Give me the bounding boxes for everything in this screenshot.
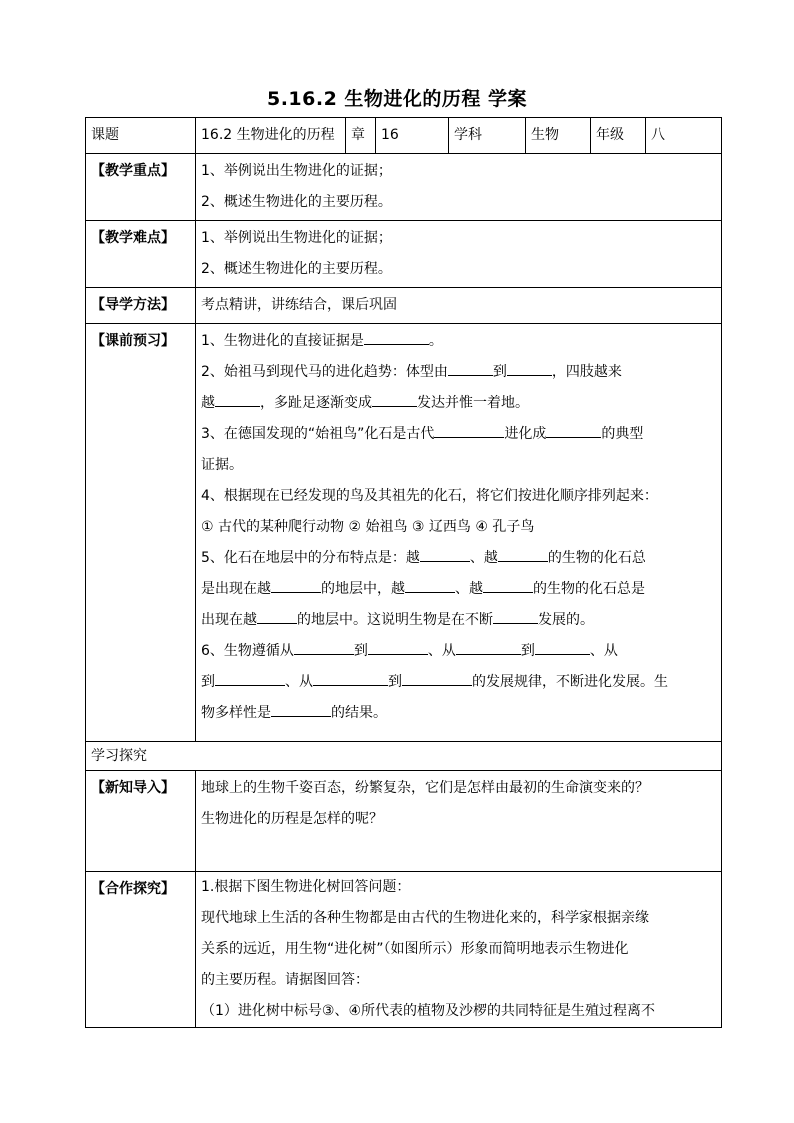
cooperate-line: 关系的远近，用生物“进化树”（如图所示）形象而简明地表示生物进化 (201, 941, 629, 957)
answer-blank[interactable] (405, 576, 455, 593)
answer-blank[interactable] (498, 545, 548, 562)
preview-question-6-cont: 到 、从 到 的发展规律，不断进化发展。生 (201, 667, 716, 698)
answer-blank[interactable] (507, 359, 552, 376)
cooperate-row (86, 872, 722, 1028)
course-label: 课题 (86, 118, 196, 154)
subject-label: 学科 (449, 118, 526, 154)
difficult-point-item: 2、概述生物进化的主要历程。 (201, 261, 392, 277)
cooperate-content (196, 872, 722, 1028)
subject-value: 生物 (526, 118, 591, 154)
preview-row (86, 324, 722, 742)
explore-heading-row (86, 742, 722, 771)
answer-blank[interactable] (535, 638, 590, 655)
preview-question-5-cont2: 出现在越 的地层中。这说明生物是在不断 发展的。 (201, 605, 716, 636)
intro-content (196, 771, 722, 872)
answer-blank[interactable] (420, 545, 470, 562)
cooperate-line: 1.根据下图生物进化树回答问题： (201, 879, 411, 895)
key-points-label: 【教学重点】 (86, 154, 196, 221)
answer-blank[interactable] (215, 669, 285, 686)
answer-blank[interactable] (434, 421, 504, 438)
explore-heading: 学习探究 (86, 742, 722, 771)
cooperate-label: 【合作探究】 (86, 872, 196, 1028)
preview-question-3: 3、在德国发现的“始祖鸟”化石是古代 进化成 的典型 (201, 419, 716, 450)
key-points-row (86, 154, 722, 221)
preview-question-6-cont2: 物多样性是 的结果。 (201, 698, 716, 729)
difficult-point-item: 1、举例说出生物进化的证据； (201, 230, 392, 246)
key-points-content (196, 154, 722, 221)
grade-label: 年级 (591, 118, 646, 154)
info-row (86, 118, 722, 154)
chapter-value: 16 (376, 118, 449, 154)
difficult-points-content (196, 221, 722, 288)
method-text: 考点精讲，讲练结合，课后巩固 (196, 288, 722, 324)
preview-question-3-cont: 证据。 (201, 457, 243, 473)
answer-blank[interactable] (215, 390, 260, 407)
preview-question-5: 5、化石在地层中的分布特点是：越 、越 的生物的化石总 (201, 543, 716, 574)
answer-blank[interactable] (372, 390, 417, 407)
preview-content (196, 324, 722, 742)
answer-blank[interactable] (257, 607, 297, 624)
answer-blank[interactable] (402, 669, 472, 686)
method-row (86, 288, 722, 324)
answer-blank[interactable] (368, 638, 428, 655)
cooperate-line: 现代地球上生活的各种生物都是由古代的生物进化来的，科学家根据亲缘 (201, 910, 649, 926)
answer-blank[interactable] (493, 607, 538, 624)
course-value: 16.2 生物进化的历程 (196, 118, 346, 154)
answer-blank[interactable] (448, 359, 493, 376)
answer-blank[interactable] (364, 328, 429, 345)
preview-question-6: 6、生物遵循从 到 、从 到 、从 (201, 636, 716, 667)
intro-line: 生物进化的历程是怎样的呢？ (201, 811, 383, 827)
cooperate-line: 的主要历程。请据图回答： (201, 972, 369, 988)
page-title: 5.16.2 生物进化的历程 学案 (266, 88, 528, 110)
intro-row (86, 771, 722, 872)
preview-question-2-cont: 越 ，多趾足逐渐变成 发达并惟一着地。 (201, 388, 716, 419)
answer-blank[interactable] (456, 638, 521, 655)
difficult-points-label: 【教学难点】 (86, 221, 196, 288)
chapter-label: 章 (346, 118, 376, 154)
method-label: 【导学方法】 (86, 288, 196, 324)
answer-blank[interactable] (294, 638, 354, 655)
answer-blank[interactable] (483, 576, 533, 593)
grade-value: 八 (646, 118, 722, 154)
difficult-points-row (86, 221, 722, 288)
preview-question-1: 1、生物进化的直接证据是 。 (201, 326, 716, 357)
answer-blank[interactable] (546, 421, 601, 438)
preview-question-2: 2、始祖马到现代马的进化趋势：体型由 到 ，四肢越来 (201, 357, 716, 388)
key-point-item: 2、概述生物进化的主要历程。 (201, 194, 392, 210)
intro-line: 地球上的生物千姿百态，纷繁复杂，它们是怎样由最初的生命演变来的？ (201, 780, 649, 796)
preview-question-5-cont: 是出现在越 的地层中，越 、越 的生物的化石总是 (201, 574, 716, 605)
preview-question-4-options: ① 古代的某种爬行动物 ② 始祖鸟 ③ 辽西鸟 ④ 孔子鸟 (201, 519, 535, 535)
lesson-plan-table (85, 117, 722, 1028)
answer-blank[interactable] (313, 669, 388, 686)
cooperate-line: （1）进化树中标号③、④所代表的植物及沙椤的共同特征是生殖过程离不 (201, 1003, 656, 1019)
answer-blank[interactable] (271, 700, 331, 717)
answer-blank[interactable] (271, 576, 321, 593)
preview-label: 【课前预习】 (86, 324, 196, 742)
intro-label: 【新知导入】 (86, 771, 196, 872)
preview-question-4: 4、根据现在已经发现的鸟及其祖先的化石，将它们按进化顺序排列起来： (201, 488, 658, 504)
key-point-item: 1、举例说出生物进化的证据； (201, 163, 392, 179)
